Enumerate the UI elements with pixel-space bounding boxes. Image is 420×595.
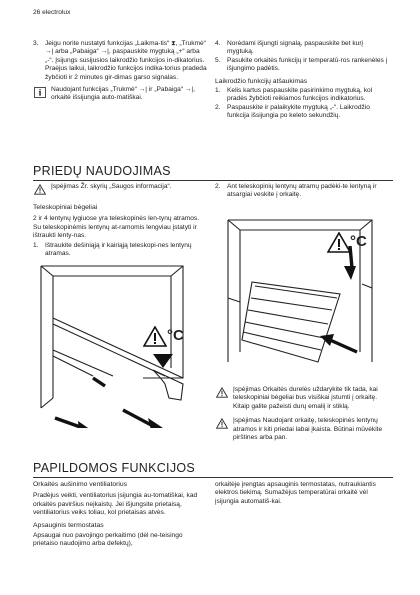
warning-text: Įspėjimas Naudojant orkaitę, teleskopinės lentynų atramos ir kiti priedai labai įkaista. Būtinai mūvėkite pirštines arba pan. bbox=[233, 417, 383, 442]
step-list bbox=[33, 242, 208, 259]
warning-text: Įspėjimas Žr. skyrių „Saugos informacija“. bbox=[51, 183, 172, 190]
paragraph: orkaitėje įrengtas apsauginis termostatas, nutraukiantis elektros tiekimą. Sumažėjus temperatūrai orkaitė vėl įsijungia automatiš-kai. bbox=[215, 481, 376, 505]
note-text: Naudojant funkcijas „Trukmė“ →| ir „Pabaiga“ →|, orkaitė išsijungia auto-matiškai. bbox=[51, 86, 195, 102]
step-text: Jeigu norite nustatyti funkcijas „Laikma-tis“ ⧗, „Trukmė“ →| arba „Pabaiga“ →|, paspauskite mygtuką „+“ arba „-“. Įsijungs susijusios laikrodžio funkcijos in-dikatorius. bbox=[45, 40, 206, 64]
section-title: PAPILDOMOS FUNKCIJOS bbox=[33, 462, 393, 478]
step-list bbox=[215, 40, 390, 74]
step-text: Ant teleskopinių lentynų atramų padėki-te lentyną ir atsargiai veskite į orkaitę. bbox=[227, 183, 377, 199]
paragraph: Pradėjus veikti, ventiliatorius įsijungia au-tomatiškai, kad orkaitės paviršius neįkaistų. Jei išjungsite prietaisą, ventiliatorius veiks toliau, kol prietaisas atvės. bbox=[33, 492, 198, 517]
step-text: Paspauskite ir palaikykite mygtuką „-“. Laikrodžio funkcija išsijungia po keleto sekundžių. bbox=[227, 103, 370, 120]
list-item: 2. Paspauskite ir palaikykite mygtuką „-“. Laikrodžio funkcija išsijungia po keleto sekundžių. bbox=[215, 103, 370, 120]
svg-text:i: i bbox=[38, 87, 42, 98]
step-list bbox=[215, 87, 390, 121]
hot-warning-icon bbox=[143, 326, 167, 347]
subheading: Orkaitės aušinimo ventiliatorius bbox=[33, 481, 128, 488]
pull-arrow-head bbox=[148, 418, 163, 428]
temperature-label: °C bbox=[350, 233, 367, 250]
step-text: Norėdami išjungti signalą, paspauskite bet kurį mygtuką. bbox=[227, 40, 363, 56]
paragraph: 2 ir 4 lentynų lygiuose yra teleskopinės len-tynų atramos. Su teleskopinėmis lentynų at-ramomis lengviau įstatyti ir ištraukti lenty-nas. bbox=[33, 215, 200, 240]
note-row bbox=[33, 86, 208, 103]
list-item: 5. Pasukite orkaitės funkcijų ir temperatū-ros rankenėles į išjungimo padėtis. bbox=[215, 56, 388, 73]
list-item: 2. Ant teleskopinių lentynų atramų padėki-te lentyną ir atsargiai veskite į orkaitę. bbox=[215, 183, 377, 199]
section-title: PRIEDŲ NAUDOJIMAS bbox=[33, 165, 393, 181]
subheading: Laikrodžio funkcijų atšaukimas bbox=[215, 77, 308, 85]
paragraph: Apsaugai nuo pavojingo perkaitimo (dėl ne-teisingo prietaiso naudojimo arba defektų), bbox=[33, 532, 183, 548]
warning-row bbox=[33, 183, 208, 195]
page-header: 26 electrolux bbox=[33, 9, 71, 16]
step-text: Ištraukite dešiniąją ir kairiąją teleskopi-nes lentynų atramas. bbox=[45, 241, 192, 258]
hot-warning-icon bbox=[327, 232, 351, 253]
section2-right bbox=[215, 481, 390, 506]
pull-arrow-shaft bbox=[123, 410, 153, 426]
step-text: Kelis kartus paspauskite pasirinkimo mygtuką, kol pradės žybčioti reikiamos funkcijos indikatorius. bbox=[227, 87, 373, 103]
warning-icon bbox=[215, 418, 229, 429]
list-item: 1. Ištraukite dešiniąją ir kairiąją teleskopi-nes lentynų atramas. bbox=[33, 241, 192, 258]
list-item: 1. Kelis kartus paspauskite pasirinkimo mygtuką, kol pradės žybčioti reikiamos funkcijos indikatorius. bbox=[215, 87, 373, 103]
step-text: Praėjus laikui, laikrodžio funkcijos indika-torius pradeda žybčioti ir 2 minutes gir-dimas garso signalas. bbox=[45, 65, 207, 81]
list-item bbox=[33, 65, 208, 82]
warning-icon bbox=[33, 184, 47, 195]
warning-row bbox=[215, 417, 390, 442]
warning-text: Įspėjimas Orkaitės durelės uždarykite tik tada, kai teleskopiniai bėgeliai bus visiškai įstumti į orkaitę. Kitaip galite pažeisti durų emaliį ir stiklą. bbox=[233, 386, 378, 410]
subheading: Teleskopiniai bėgeliai bbox=[33, 204, 98, 211]
right-top-column bbox=[215, 40, 390, 121]
list-item: 4. Norėdami išjungti signalą, paspauskite bet kurį mygtuką. bbox=[215, 40, 363, 56]
section1-left bbox=[33, 183, 208, 258]
step-list bbox=[33, 40, 208, 82]
section1-right bbox=[215, 183, 390, 200]
list-item: 3. Jeigu norite nustatyti funkcijas „Laikma-tis“ ⧗, „Trukmė“ →| arba „Pabaiga“ →|, paspauskite mygtuką „+“ arba „-“. Įsijungs susijusios laikrodžio funkcijos in-dikatorius. bbox=[33, 40, 206, 64]
section1-right-warnings bbox=[215, 386, 390, 442]
step-text: Pasukite orkaitės funkcijų ir temperatū-ros rankenėles į išjungimo padėtis. bbox=[227, 56, 388, 73]
warning-icon bbox=[215, 387, 229, 398]
warning-row bbox=[215, 386, 390, 411]
section2-left bbox=[33, 481, 208, 549]
left-top-column bbox=[33, 40, 208, 103]
subheading: Apsauginis termostatas bbox=[33, 521, 104, 529]
step-list bbox=[215, 183, 390, 200]
info-icon bbox=[33, 87, 47, 98]
temperature-label: °C bbox=[167, 327, 184, 344]
